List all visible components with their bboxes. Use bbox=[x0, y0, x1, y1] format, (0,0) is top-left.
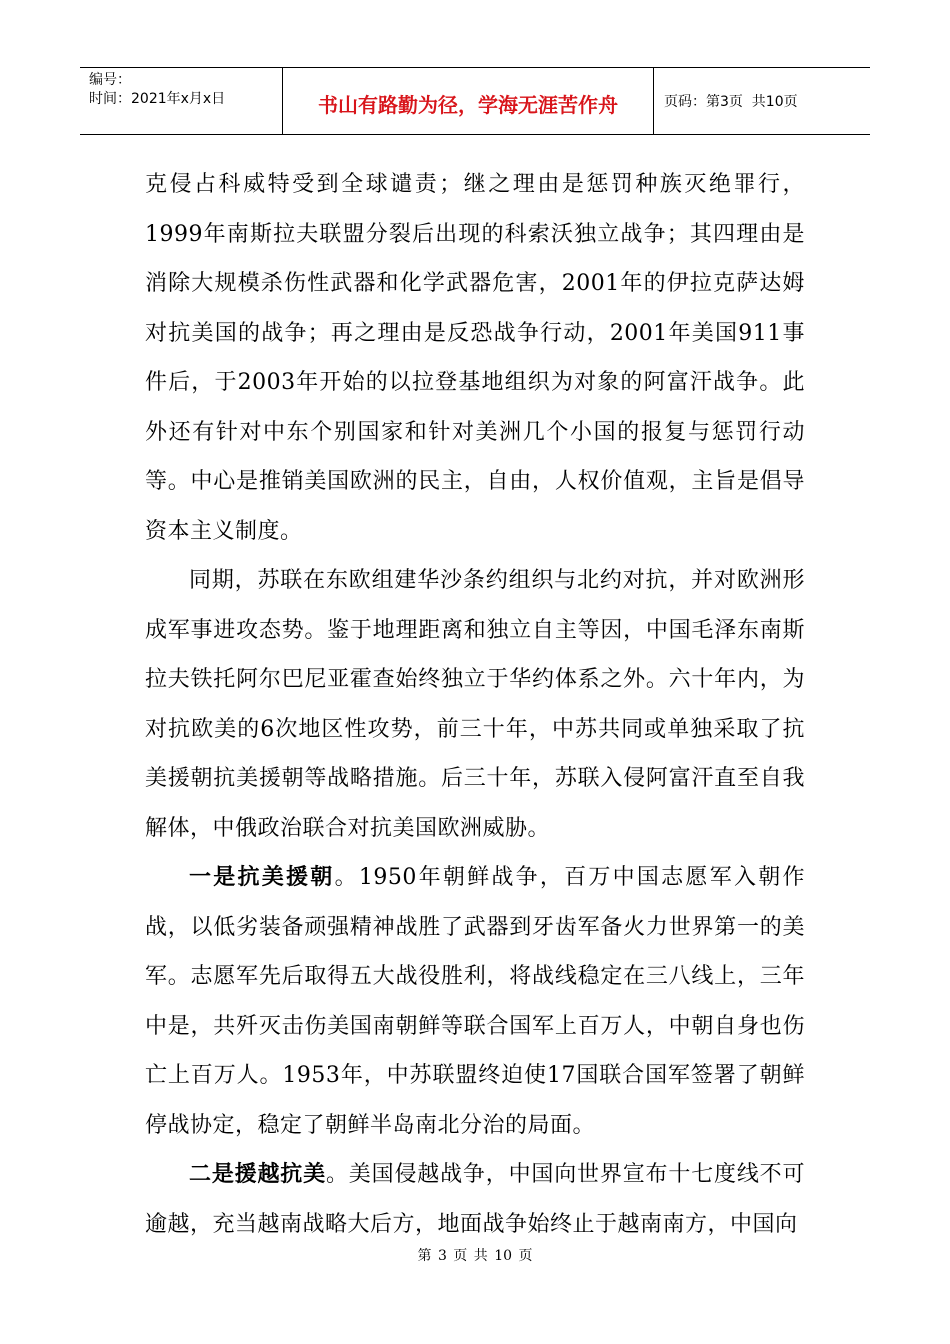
page-header bbox=[80, 67, 870, 135]
paragraph-3 bbox=[145, 853, 805, 1150]
paragraph-lead-vietnam-war: 二是援越抗美 bbox=[189, 1161, 326, 1187]
page-footer: 第 3 页 共 10 页 bbox=[417, 1248, 533, 1264]
header-meta-cell bbox=[80, 68, 283, 134]
paragraph-text: 。美国侵越战争，中国向世界宣布十七度线不可逾越，充当越南战略大后方，地面战争始终止于越南南方，中国向 bbox=[145, 1162, 805, 1237]
paragraph-text: 。1950年朝鲜战争，百万中国志愿军入朝作战，以低劣装备顽强精神战胜了武器到牙齿军备火力世界第一的美军。志愿军先后取得五大战役胜利，将战线稳定在三八线上，三年中是，共歼灭击伤美国南朝鲜等联合国军上百万人，中朝自身也伤亡上百万人。1953年，中苏联盟终迫使17国联合国军签署了朝鲜停战协定，稳定了朝鲜半岛南北分治的局面。 bbox=[145, 865, 805, 1138]
paragraph-text: 同期，苏联在东欧组建华沙条约组织与北约对抗，并对欧洲形成军事进攻态势。鉴于地理距离和独立自主等因，中国毛泽东南斯拉夫铁托阿尔巴尼亚霍查始终独立于华约体系之外。六十年内，为对抗欧美的6次地区性攻势，前三十年，中苏共同或单独采取了抗美援朝抗美援朝等战略措施。后三十年，苏联入侵阿富汗直至自我解体，中俄政治联合对抗美国欧洲威胁。 bbox=[145, 568, 805, 841]
header-motto: 书山有路勤为径，学海无涯苦作舟 bbox=[318, 92, 618, 117]
document-body bbox=[145, 160, 805, 1249]
header-motto-cell bbox=[283, 68, 654, 134]
paragraph-2 bbox=[145, 556, 805, 853]
paragraph-text: 克侵占科威特受到全球谴责；继之理由是惩罚种族灭绝罪行，1999年南斯拉夫联盟分裂后出现的科索沃独立战争；其四理由是消除大规模杀伤性武器和化学武器危害，2001年的伊拉克萨达姆对抗美国的战争；再之理由是反恐战争行动，2001年美国911事件后，于2003年开始的以拉登基地组织为对象的阿富汗战争。此外还有针对中东个别国家和针对美洲几个小国的报复与惩罚行动等。中心是推销美国欧洲的民主，自由，人权价值观，主旨是倡导资本主义制度。 bbox=[145, 172, 805, 544]
paragraph-lead-korean-war: 一是抗美援朝 bbox=[189, 864, 335, 890]
header-page-code-cell bbox=[654, 68, 870, 134]
document-time-label: 时间：2021年x月x日 bbox=[89, 91, 226, 107]
paragraph-1 bbox=[145, 160, 805, 556]
header-page-code: 页码：第3页 共10页 bbox=[664, 94, 798, 110]
document-number-label: 编号： bbox=[89, 72, 131, 88]
paragraph-4 bbox=[145, 1150, 805, 1249]
